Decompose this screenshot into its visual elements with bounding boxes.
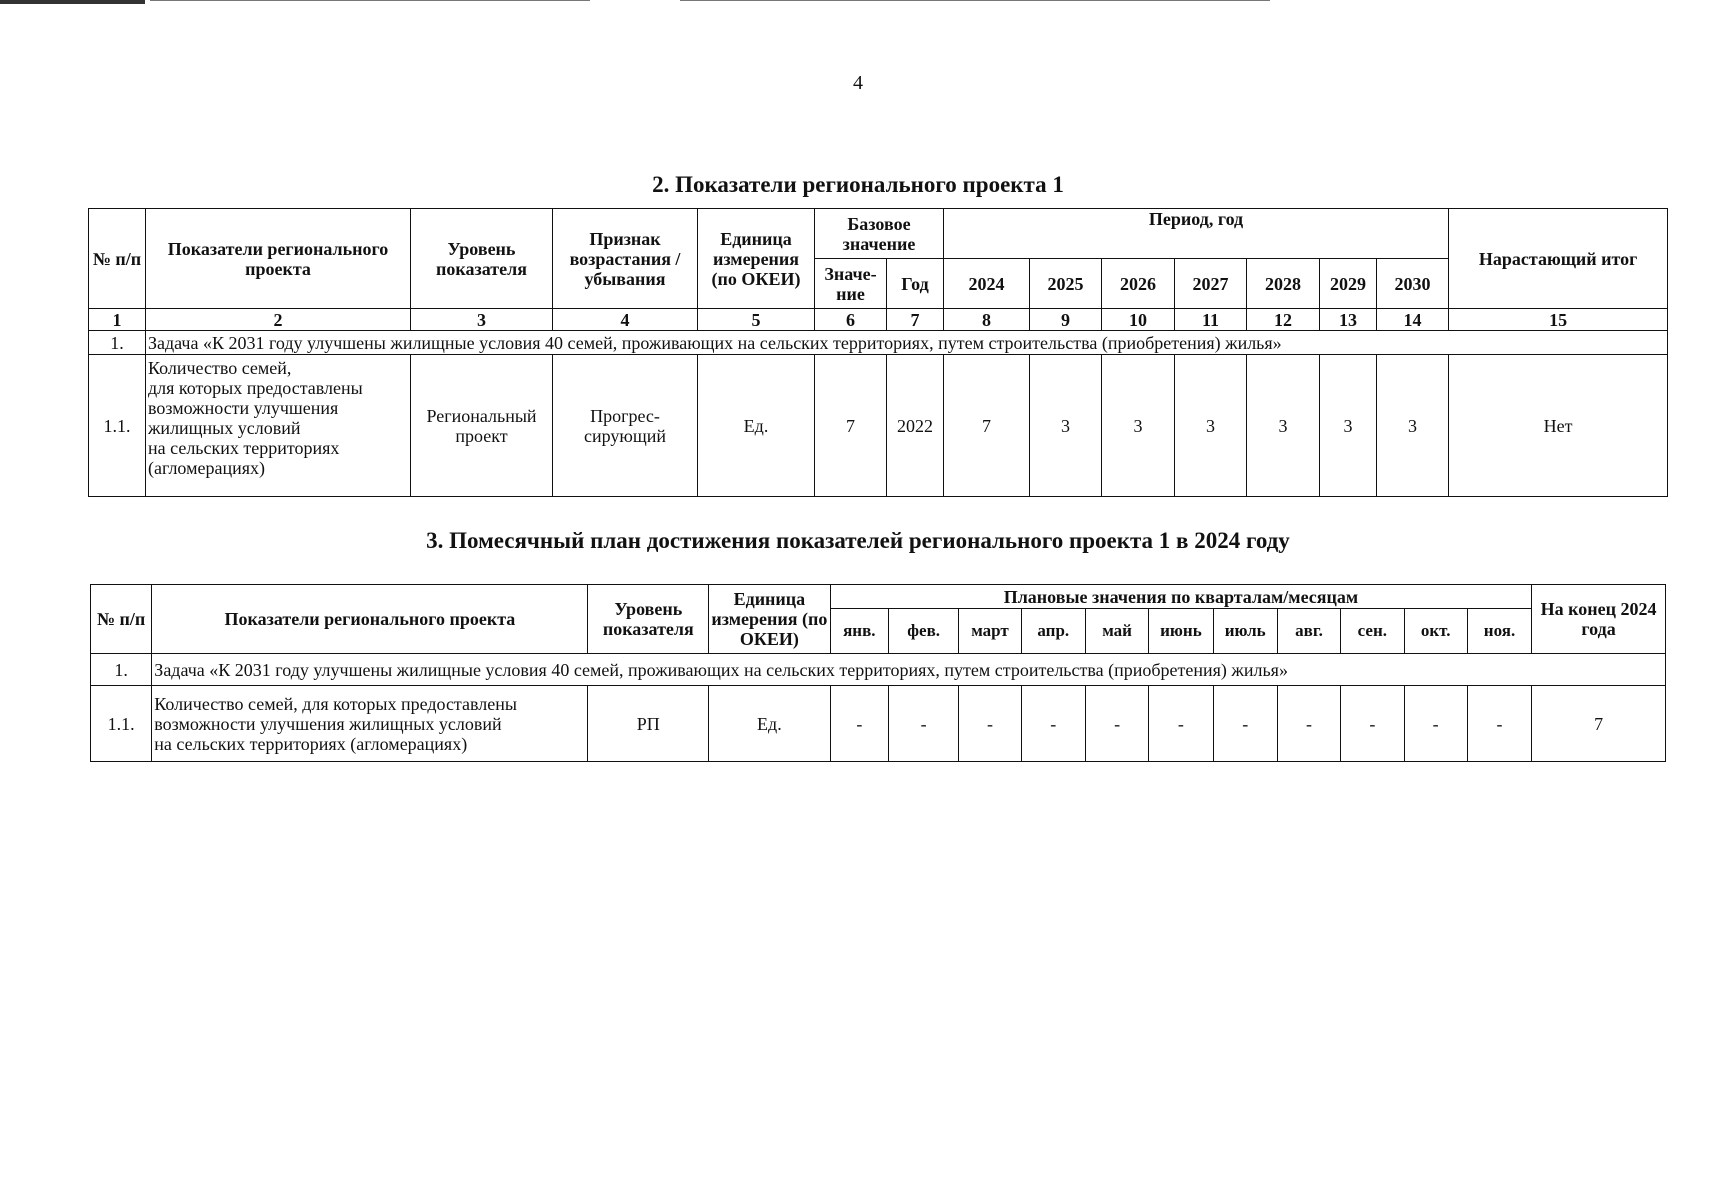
row-number: 1.1.	[89, 355, 146, 497]
year-value: 3	[1247, 355, 1320, 497]
indicator-level: РП	[588, 686, 709, 762]
scan-edge-line	[680, 0, 1270, 1]
header-year: 2030	[1377, 259, 1449, 309]
col-number: 10	[1102, 309, 1175, 331]
header-month: июль	[1213, 609, 1277, 654]
month-value: -	[959, 686, 1021, 762]
year-value: 3	[1175, 355, 1247, 497]
header-month: июнь	[1149, 609, 1213, 654]
header-period: Период, год	[944, 209, 1449, 259]
col-number: 11	[1175, 309, 1247, 331]
base-year: 2022	[887, 355, 944, 497]
header-end: На конец 2024 года	[1532, 585, 1666, 654]
header-year: 2027	[1175, 259, 1247, 309]
header-month: фев.	[888, 609, 958, 654]
month-value: -	[830, 686, 888, 762]
indicator-line: Количество семей, для которых предоставлены	[154, 693, 517, 714]
header-month: сен.	[1341, 609, 1404, 654]
indicator-line: (агломерациях)	[148, 458, 265, 478]
indicator-line: Количество семей,	[148, 358, 292, 378]
col-number: 3	[411, 309, 553, 331]
header-month: авг.	[1277, 609, 1340, 654]
header-indicator: Показатели регионального проекта	[146, 209, 411, 309]
col-number: 1	[89, 309, 146, 331]
header-month: ноя.	[1467, 609, 1531, 654]
month-value: -	[1149, 686, 1213, 762]
header-unit: Единица измерения (по ОКЕИ)	[698, 209, 815, 309]
year-value: 3	[1320, 355, 1377, 497]
section3-title: 3. Помесячный план достижения показателей регионального проекта 1 в 2024 году	[426, 528, 1290, 553]
indicator-line: для которых предоставлены	[148, 378, 363, 398]
base-value: 7	[815, 355, 887, 497]
header-level: Уровень показателя	[588, 585, 709, 654]
header-unit: Единица измерения (по ОКЕИ)	[709, 585, 831, 654]
year-value: 7	[944, 355, 1030, 497]
month-value: -	[1085, 686, 1148, 762]
indicator-name	[152, 686, 588, 762]
col-number: 15	[1449, 309, 1668, 331]
month-value: -	[1341, 686, 1404, 762]
month-value: -	[1467, 686, 1531, 762]
header-month: май	[1085, 609, 1148, 654]
indicator-trend: Прогрес-сирующий	[553, 355, 698, 497]
indicator-unit: Ед.	[709, 686, 831, 762]
col-number: 9	[1030, 309, 1102, 331]
month-value: -	[888, 686, 958, 762]
header-month: янв.	[830, 609, 888, 654]
task-text: Задача «К 2031 году улучшены жилищные условия 40 семей, проживающих на сельских территориях, путем строительства (приобретения) жилья»	[146, 331, 1668, 355]
header-planned: Плановые значения по кварталам/месяцам	[830, 585, 1531, 609]
header-year: 2025	[1030, 259, 1102, 309]
header-cumulative: Нарастающий итог	[1449, 209, 1668, 309]
col-number: 12	[1247, 309, 1320, 331]
col-number: 7	[887, 309, 944, 331]
month-value: -	[1021, 686, 1085, 762]
year-value: 3	[1030, 355, 1102, 497]
row-number: 1.1.	[91, 686, 152, 762]
task-text: Задача «К 2031 году улучшены жилищные условия 40 семей, проживающих на сельских территориях, путем строительства (приобретения) жилья»	[152, 654, 1666, 686]
col-number: 6	[815, 309, 887, 331]
col-number: 5	[698, 309, 815, 331]
header-year: 2026	[1102, 259, 1175, 309]
indicator-line: возможности улучшения жилищных условий	[154, 713, 502, 734]
header-month: апр.	[1021, 609, 1085, 654]
indicator-line: на сельских территориях (агломерациях)	[154, 733, 468, 754]
page-number: 4	[853, 72, 863, 94]
col-number: 14	[1377, 309, 1449, 331]
end-of-year-value: 7	[1532, 686, 1666, 762]
scan-edge-line	[150, 0, 590, 1]
indicator-line: на сельских территориях	[148, 438, 340, 458]
month-value: -	[1277, 686, 1340, 762]
header-year: 2024	[944, 259, 1030, 309]
month-value: -	[1404, 686, 1467, 762]
col-number: 8	[944, 309, 1030, 331]
header-base-value: Значе-ние	[815, 259, 887, 309]
col-number: 2	[146, 309, 411, 331]
section2-title: 2. Показатели регионального проекта 1	[652, 172, 1064, 197]
monthly-plan-table	[90, 584, 1666, 762]
task-number: 1.	[89, 331, 146, 355]
header-month: окт.	[1404, 609, 1467, 654]
header-num: № п/п	[91, 585, 152, 654]
year-value: 3	[1377, 355, 1449, 497]
table-row	[91, 686, 1666, 762]
regional-indicators-table	[88, 208, 1668, 497]
table-row	[89, 355, 1668, 497]
indicator-line: жилищных условий	[148, 418, 301, 438]
header-num: № п/п	[89, 209, 146, 309]
scan-edge-line	[0, 0, 145, 4]
cumulative-value: Нет	[1449, 355, 1668, 497]
header-year: 2029	[1320, 259, 1377, 309]
indicator-unit: Ед.	[698, 355, 815, 497]
indicator-level: Региональный проект	[411, 355, 553, 497]
header-trend: Признак возрастания / убывания	[553, 209, 698, 309]
task-number: 1.	[91, 654, 152, 686]
header-indicator: Показатели регионального проекта	[152, 585, 588, 654]
header-year: 2028	[1247, 259, 1320, 309]
year-value: 3	[1102, 355, 1175, 497]
header-base-year: Год	[887, 259, 944, 309]
header-level: Уровень показателя	[411, 209, 553, 309]
indicator-name	[146, 355, 411, 497]
col-number: 13	[1320, 309, 1377, 331]
indicator-line: возможности улучшения	[148, 398, 339, 418]
month-value: -	[1213, 686, 1277, 762]
header-base: Базовое значение	[815, 209, 944, 259]
col-number: 4	[553, 309, 698, 331]
header-month: март	[959, 609, 1021, 654]
